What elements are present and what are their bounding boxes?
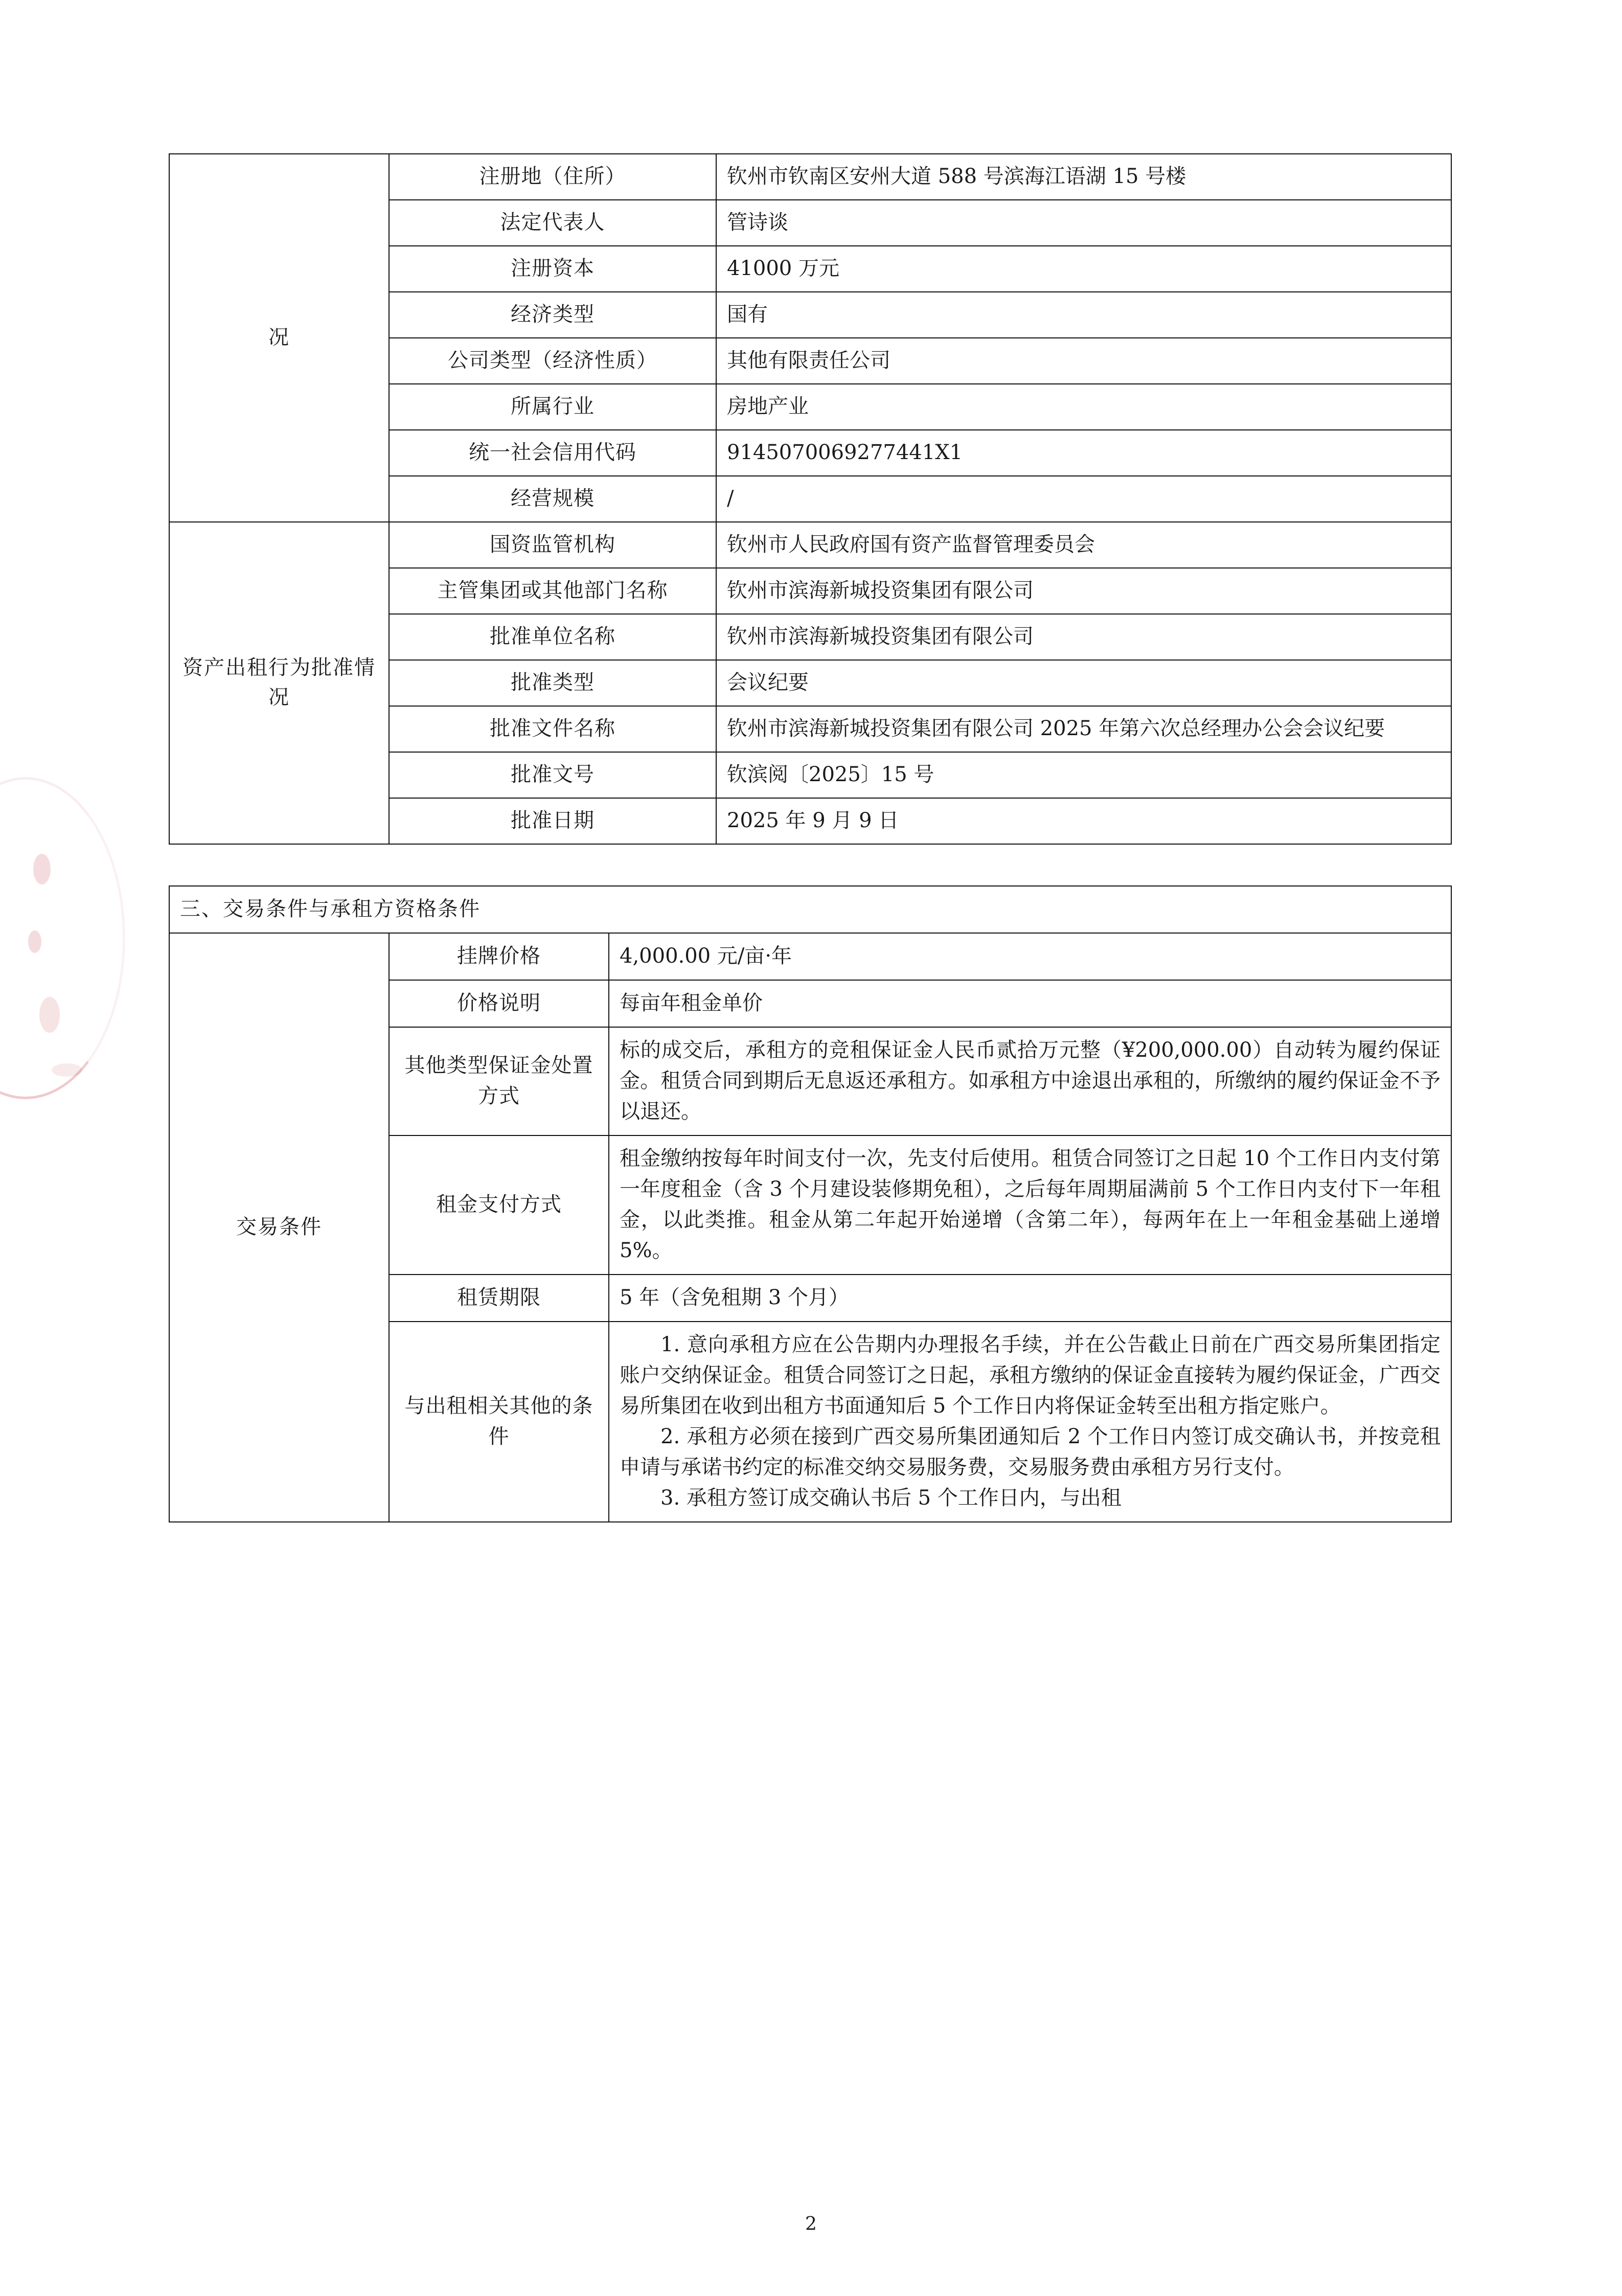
row-value: 9145070069277441X1 — [716, 430, 1451, 476]
row-value: 4,000.00 元/亩·年 — [609, 933, 1451, 980]
page-number: 2 — [805, 2214, 817, 2235]
row-value: 每亩年租金单价 — [609, 980, 1451, 1027]
condition-paragraph: 2. 承租方必须在接到广西交易所集团通知后 2 个工作日内签订成交确认书，并按竞租申请与承诺书约定的标准交纳交易服务费，交易服务费由承租方另行支付。 — [620, 1425, 1441, 1479]
row-value-paragraphs — [609, 1322, 1451, 1522]
row-label: 价格说明 — [389, 980, 609, 1027]
row-value: 标的成交后，承租方的竞租保证金人民币贰拾万元整（¥200,000.00）自动转为履约保证金。租赁合同到期后无息返还承租方。如承租方中途退出承租的，所缴纳的履约保证金不予以退还。 — [609, 1027, 1451, 1135]
row-label: 法定代表人 — [389, 200, 716, 246]
row-value: 41000 万元 — [716, 246, 1451, 292]
row-label: 挂牌价格 — [389, 933, 609, 980]
row-value: 房地产业 — [716, 384, 1451, 430]
section-title-row — [169, 886, 1451, 933]
row-label: 主管集团或其他部门名称 — [389, 568, 716, 614]
table-row — [169, 154, 1451, 200]
row-value: 5 年（含免租期 3 个月） — [609, 1275, 1451, 1322]
table-row — [169, 522, 1451, 568]
row-label: 批准单位名称 — [389, 614, 716, 660]
row-label: 批准文号 — [389, 752, 716, 798]
row-label: 经营规模 — [389, 476, 716, 522]
row-value: 2025 年 9 月 9 日 — [716, 798, 1451, 844]
rowhead-trading-conditions: 交易条件 — [169, 933, 389, 1522]
row-value: 钦滨阅〔2025〕15 号 — [716, 752, 1451, 798]
row-label: 与出租相关其他的条件 — [389, 1322, 609, 1522]
table-gap — [169, 845, 1453, 885]
row-value: / — [716, 476, 1451, 522]
row-label: 批准类型 — [389, 660, 716, 706]
row-label: 公司类型（经济性质） — [389, 338, 716, 384]
red-stamp-smudge — [28, 777, 135, 1089]
row-value: 管诗谈 — [716, 200, 1451, 246]
section-title: 三、交易条件与承租方资格条件 — [169, 886, 1451, 933]
row-label: 经济类型 — [389, 292, 716, 338]
row-label: 租赁期限 — [389, 1275, 609, 1322]
row-value: 租金缴纳按每年时间支付一次，先支付后使用。租赁合同签订之日起 10 个工作日内支付第一年度租金（含 3 个月建设装修期免租），之后每年周期届满前 5 个工作日内支付下一年租金，以此类推。租金从第二年起开始递增（含第二年），每两年在上一年租金基础上递增 5%。 — [609, 1135, 1451, 1275]
row-value: 钦州市人民政府国有资产监督管理委员会 — [716, 522, 1451, 568]
row-value: 钦州市滨海新城投资集团有限公司 2025 年第六次总经理办公会会议纪要 — [716, 706, 1451, 752]
condition-paragraph: 3. 承租方签订成交确认书后 5 个工作日内，与出租 — [660, 1486, 1122, 1510]
row-label: 统一社会信用代码 — [389, 430, 716, 476]
row-value: 会议纪要 — [716, 660, 1451, 706]
trading-conditions-table — [169, 885, 1452, 1522]
rowhead-approval-section: 资产出租行为批准情况 — [169, 522, 389, 844]
row-label: 国资监管机构 — [389, 522, 716, 568]
row-label: 其他类型保证金处置方式 — [389, 1027, 609, 1135]
row-value: 钦州市滨海新城投资集团有限公司 — [716, 568, 1451, 614]
asset-info-table — [169, 153, 1452, 845]
row-label: 租金支付方式 — [389, 1135, 609, 1275]
row-value: 其他有限责任公司 — [716, 338, 1451, 384]
row-value: 钦州市滨海新城投资集团有限公司 — [716, 614, 1451, 660]
row-label: 所属行业 — [389, 384, 716, 430]
row-label: 批准文件名称 — [389, 706, 716, 752]
row-value: 国有 — [716, 292, 1451, 338]
row-label: 注册地（住所） — [389, 154, 716, 200]
table-row — [169, 933, 1451, 980]
condition-paragraph: 1. 意向承租方应在公告期内办理报名手续，并在公告截止日前在广西交易所集团指定账户交纳保证金。租赁合同签订之日起，承租方缴纳的保证金直接转为履约保证金，广西交易所集团在收到出租方书面通知后 5 个工作日内将保证金转至出租方指定账户。 — [620, 1333, 1441, 1418]
row-label: 注册资本 — [389, 246, 716, 292]
row-value: 钦州市钦南区安州大道 588 号滨海江语湖 15 号楼 — [716, 154, 1451, 200]
rowhead-continued-fragment: 况 — [169, 154, 389, 522]
row-label: 批准日期 — [389, 798, 716, 844]
